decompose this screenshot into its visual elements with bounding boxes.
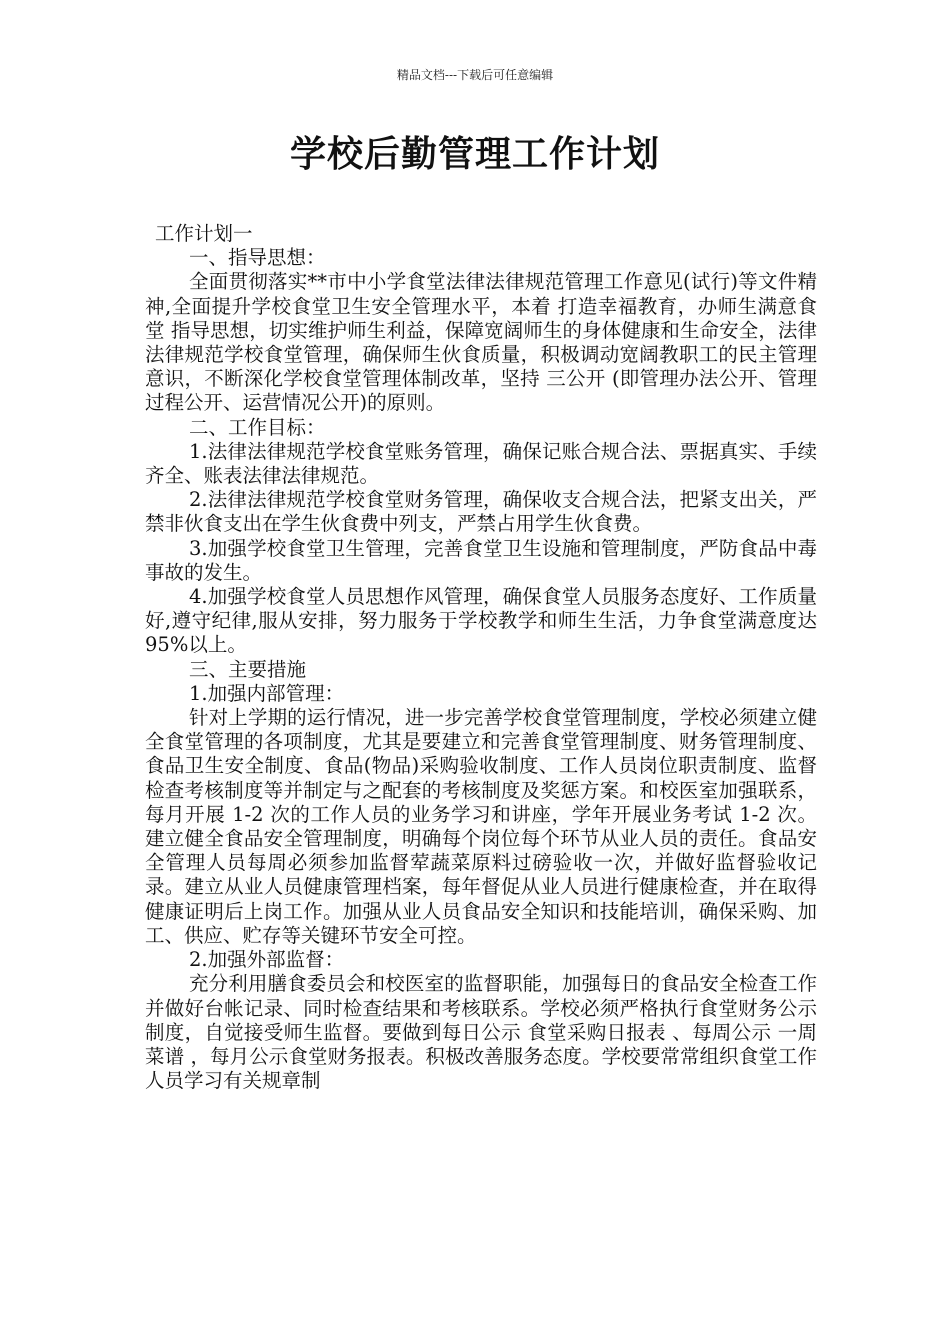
paragraph-guiding-thought: 全面贯彻落实**市中小学食堂法律法律规范管理工作意见(试行)等文件精神,全面提升学校食堂卫生安全管理水平，本着 打造幸福教育，办师生满意食堂 指导思想，切实维护师生利益，保障宽阔师生的身体健康和生命安全，法律法律规范学校食堂管理，确保师生伙食质量，积极调动宽阔教职工的民主管理意识，不断深化学校食堂管理体制改革，坚持 三公开 (即管理办法公开、管理过程公开、运营情况公开)的原则。	[145, 270, 817, 415]
goal-item-3: 3.加强学校食堂卫生管理，完善食堂卫生设施和管理制度，严防食品中毒事故的发生。	[145, 536, 817, 584]
heading-work-goals: 二、工作目标：	[189, 415, 326, 439]
page-header: 精品文档---下载后可任意编辑	[396, 68, 554, 82]
heading-main-measures: 三、主要措施	[189, 657, 307, 681]
document-body	[145, 222, 817, 1093]
document-title: 学校后勤管理工作计划	[289, 134, 660, 175]
paragraph-external-supervision: 充分利用膳食委员会和校医室的监督职能，加强每日的食品安全检查工作并做好台帐记录、同时检查结果和考核联系。学校必须严格执行食堂财务公示制度，自觉接受师生监督。要做到每日公示 食堂采购日报表 、每周公示 一周菜谱 ，每月公示食堂财务报表。积极改善服务态度。学校要常常组织食堂工作人员学习有关规章制	[145, 972, 817, 1093]
goal-item-2: 2.法律法律规范学校食堂财务管理，确保收支合规合法，把紧支出关，严禁非伙食支出在学生伙食费中列支，严禁占用学生伙食费。	[145, 488, 817, 536]
paragraph-internal-management: 针对上学期的运行情况，进一步完善学校食堂管理制度，学校必须建立健全食堂管理的各项制度，尤其是要建立和完善食堂管理制度、财务管理制度、食品卫生安全制度、食品(物品)采购验收制度、工作人员岗位职责制度、监督检查考核制度等并制定与之配套的考核制度及奖惩方案。和校医室加强联系，每月开展 1-2 次的工作人员的业务学习和讲座，学年开展业务考试 1-2 次。建立健全食品安全管理制度，明确每个岗位每个环节从业人员的责任。食品安全管理人员每周必须参加监督荤蔬菜原料过磅验收一次，并做好监督验收记录。建立从业人员健康管理档案，每年督促从业人员进行健康检查，并在取得健康证明后上岗工作。加强从业人员食品安全知识和技能培训，确保采购、加工、供应、贮存等关键环节安全可控。	[145, 706, 817, 947]
goal-item-4: 4.加强学校食堂人员思想作风管理，确保食堂人员服务态度好、工作质量好,遵守纪律,服从安排，努力服务于学校教学和师生生活，力争食堂满意度达95%以上。	[145, 585, 817, 657]
section-intro: 工作计划一	[155, 222, 253, 245]
subheading-external-supervision: 2.加强外部监督：	[189, 948, 345, 972]
subheading-internal-management: 1.加强内部管理：	[189, 681, 345, 705]
heading-guiding-thought: 一、指导思想：	[189, 246, 326, 270]
goal-item-1: 1.法律法律规范学校食堂账务管理，确保记账合规合法、票据真实、手续齐全、账表法律法律规范。	[145, 439, 817, 488]
